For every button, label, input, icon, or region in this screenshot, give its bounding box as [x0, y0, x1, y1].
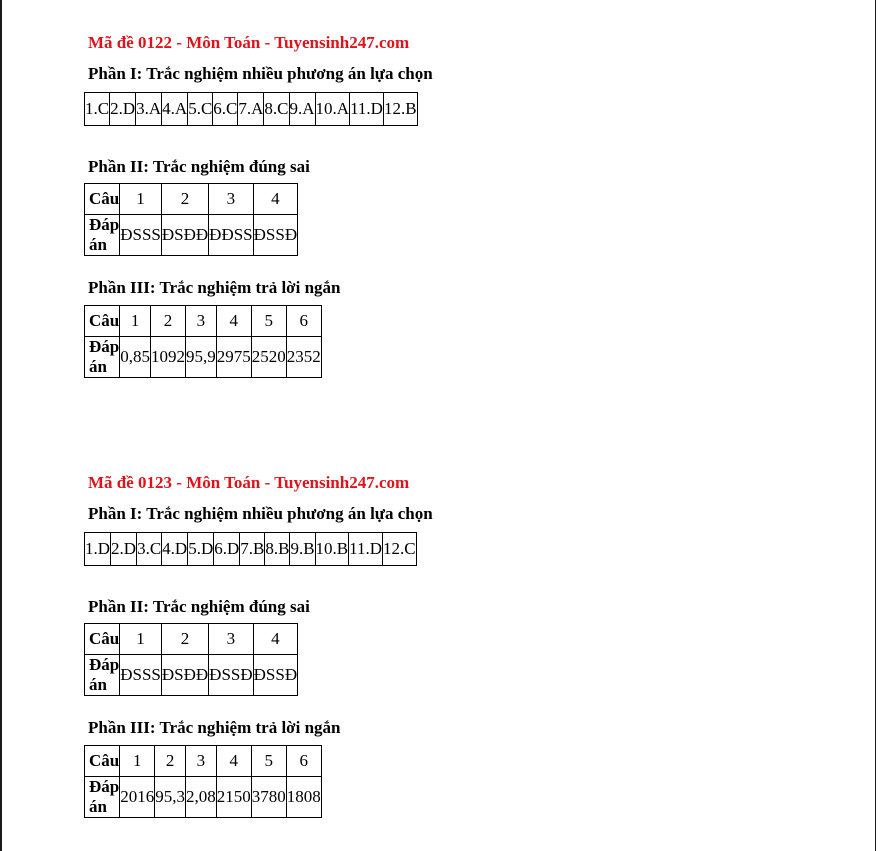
answer-cell: ĐSĐĐ	[161, 215, 208, 256]
question-number-cell: 4	[253, 624, 297, 655]
answer-cell: 2975	[216, 337, 251, 378]
exam-title: Mã đề 0123 - Môn Toán - Tuyensinh247.com	[88, 473, 410, 492]
part1-answer-cell: 12.C	[383, 533, 417, 566]
answer-cell: ĐSSS	[120, 215, 162, 256]
part1-answer-cell: 10.B	[315, 533, 349, 566]
answer-cell: ĐSSĐ	[253, 215, 297, 256]
table-row	[85, 184, 298, 215]
answer-cell: 2016	[120, 777, 155, 818]
question-number-cell: 2	[150, 306, 185, 337]
part1-answer-cell: 6.D	[214, 533, 240, 566]
question-number-cell: 1	[120, 184, 162, 215]
answer-cell: 2150	[216, 777, 251, 818]
table-row	[85, 777, 322, 818]
question-number-cell: 1	[120, 306, 151, 337]
answer-cell: 2520	[251, 337, 286, 378]
answer-cell: 2,08	[185, 777, 216, 818]
part1-answer-table	[84, 92, 418, 126]
part1-heading: Phần I: Trắc nghiệm nhiều phương án lựa chọn	[88, 504, 433, 523]
question-number-cell: 2	[161, 184, 208, 215]
part1-answer-cell: 6.C	[213, 93, 238, 126]
part1-answer-cell: 3.C	[137, 533, 162, 566]
part1-answer-cell: 9.A	[289, 93, 315, 126]
question-number-cell: 3	[209, 184, 253, 215]
part2-answer-table	[84, 623, 298, 696]
answer-cell: 1092	[150, 337, 185, 378]
question-number-cell: 3	[209, 624, 253, 655]
answer-cell: ĐSSĐ	[209, 655, 253, 696]
part1-answer-cell: 7.A	[238, 93, 264, 126]
part1-answer-cell: 5.D	[188, 533, 214, 566]
part1-answer-cell: 8.B	[265, 533, 290, 566]
question-row-label: Câu	[85, 746, 120, 777]
part2-heading: Phần II: Trắc nghiệm đúng sai	[88, 597, 310, 616]
page-edge-right	[875, 0, 876, 851]
answer-row-label: Đáp án	[85, 215, 120, 256]
answer-cell: ĐSĐĐ	[161, 655, 208, 696]
answer-row-label: Đáp án	[85, 337, 120, 378]
question-number-cell: 5	[251, 306, 286, 337]
answer-cell: ĐSSS	[120, 655, 162, 696]
page-edge-left	[0, 0, 2, 851]
part1-answer-cell: 10.A	[315, 93, 350, 126]
part1-answer-cell: 4.D	[162, 533, 188, 566]
part3-heading: Phần III: Trắc nghiệm trả lời ngắn	[88, 278, 341, 297]
part1-answer-cell: 2.D	[110, 93, 136, 126]
answer-cell: ĐĐSS	[209, 215, 253, 256]
part1-answer-cell: 1.C	[85, 93, 110, 126]
part1-answer-cell: 11.D	[350, 93, 384, 126]
answer-cell: 95,9	[185, 337, 216, 378]
question-number-cell: 1	[120, 624, 162, 655]
part2-answer-table	[84, 183, 298, 256]
question-row-label: Câu	[85, 306, 120, 337]
question-row-label: Câu	[85, 624, 120, 655]
question-number-cell: 2	[155, 746, 186, 777]
answer-cell: 95,3	[155, 777, 186, 818]
question-number-cell: 2	[161, 624, 208, 655]
question-number-cell: 3	[185, 746, 216, 777]
answer-cell: 3780	[251, 777, 286, 818]
answer-row-label: Đáp án	[85, 777, 120, 818]
answer-cell: 0,85	[120, 337, 151, 378]
table-row	[85, 215, 298, 256]
exam-title: Mã đề 0122 - Môn Toán - Tuyensinh247.com	[88, 33, 410, 52]
part1-answer-cell: 7.B	[240, 533, 265, 566]
part1-answer-table	[84, 532, 417, 566]
part1-answer-cell: 4.A	[162, 93, 188, 126]
question-number-cell: 6	[286, 306, 321, 337]
table-row	[85, 337, 322, 378]
question-number-cell: 4	[253, 184, 297, 215]
question-number-cell: 6	[286, 746, 321, 777]
part1-answer-cell: 12.B	[383, 93, 417, 126]
part1-answer-cell: 1.D	[85, 533, 111, 566]
answer-cell: ĐSSĐ	[253, 655, 297, 696]
part2-heading: Phần II: Trắc nghiệm đúng sai	[88, 157, 310, 176]
part3-answer-table	[84, 305, 322, 378]
table-row	[85, 655, 298, 696]
table-row	[85, 306, 322, 337]
table-row	[85, 624, 298, 655]
part1-answer-cell: 5.C	[188, 93, 213, 126]
part1-answer-cell: 9.B	[290, 533, 315, 566]
part1-heading: Phần I: Trắc nghiệm nhiều phương án lựa chọn	[88, 64, 433, 83]
table-row	[85, 746, 322, 777]
part1-answer-cell: 2.D	[111, 533, 137, 566]
question-number-cell: 5	[251, 746, 286, 777]
table-row	[85, 93, 418, 126]
table-row	[85, 533, 417, 566]
question-number-cell: 1	[120, 746, 155, 777]
answer-row-label: Đáp án	[85, 655, 120, 696]
part3-heading: Phần III: Trắc nghiệm trả lời ngắn	[88, 718, 341, 737]
part3-answer-table	[84, 745, 322, 818]
part1-answer-cell: 8.C	[264, 93, 289, 126]
question-number-cell: 4	[216, 306, 251, 337]
part1-answer-cell: 11.D	[349, 533, 383, 566]
answer-cell: 2352	[286, 337, 321, 378]
part1-answer-cell: 3.A	[136, 93, 162, 126]
question-number-cell: 3	[185, 306, 216, 337]
question-row-label: Câu	[85, 184, 120, 215]
question-number-cell: 4	[216, 746, 251, 777]
answer-cell: 1808	[286, 777, 321, 818]
